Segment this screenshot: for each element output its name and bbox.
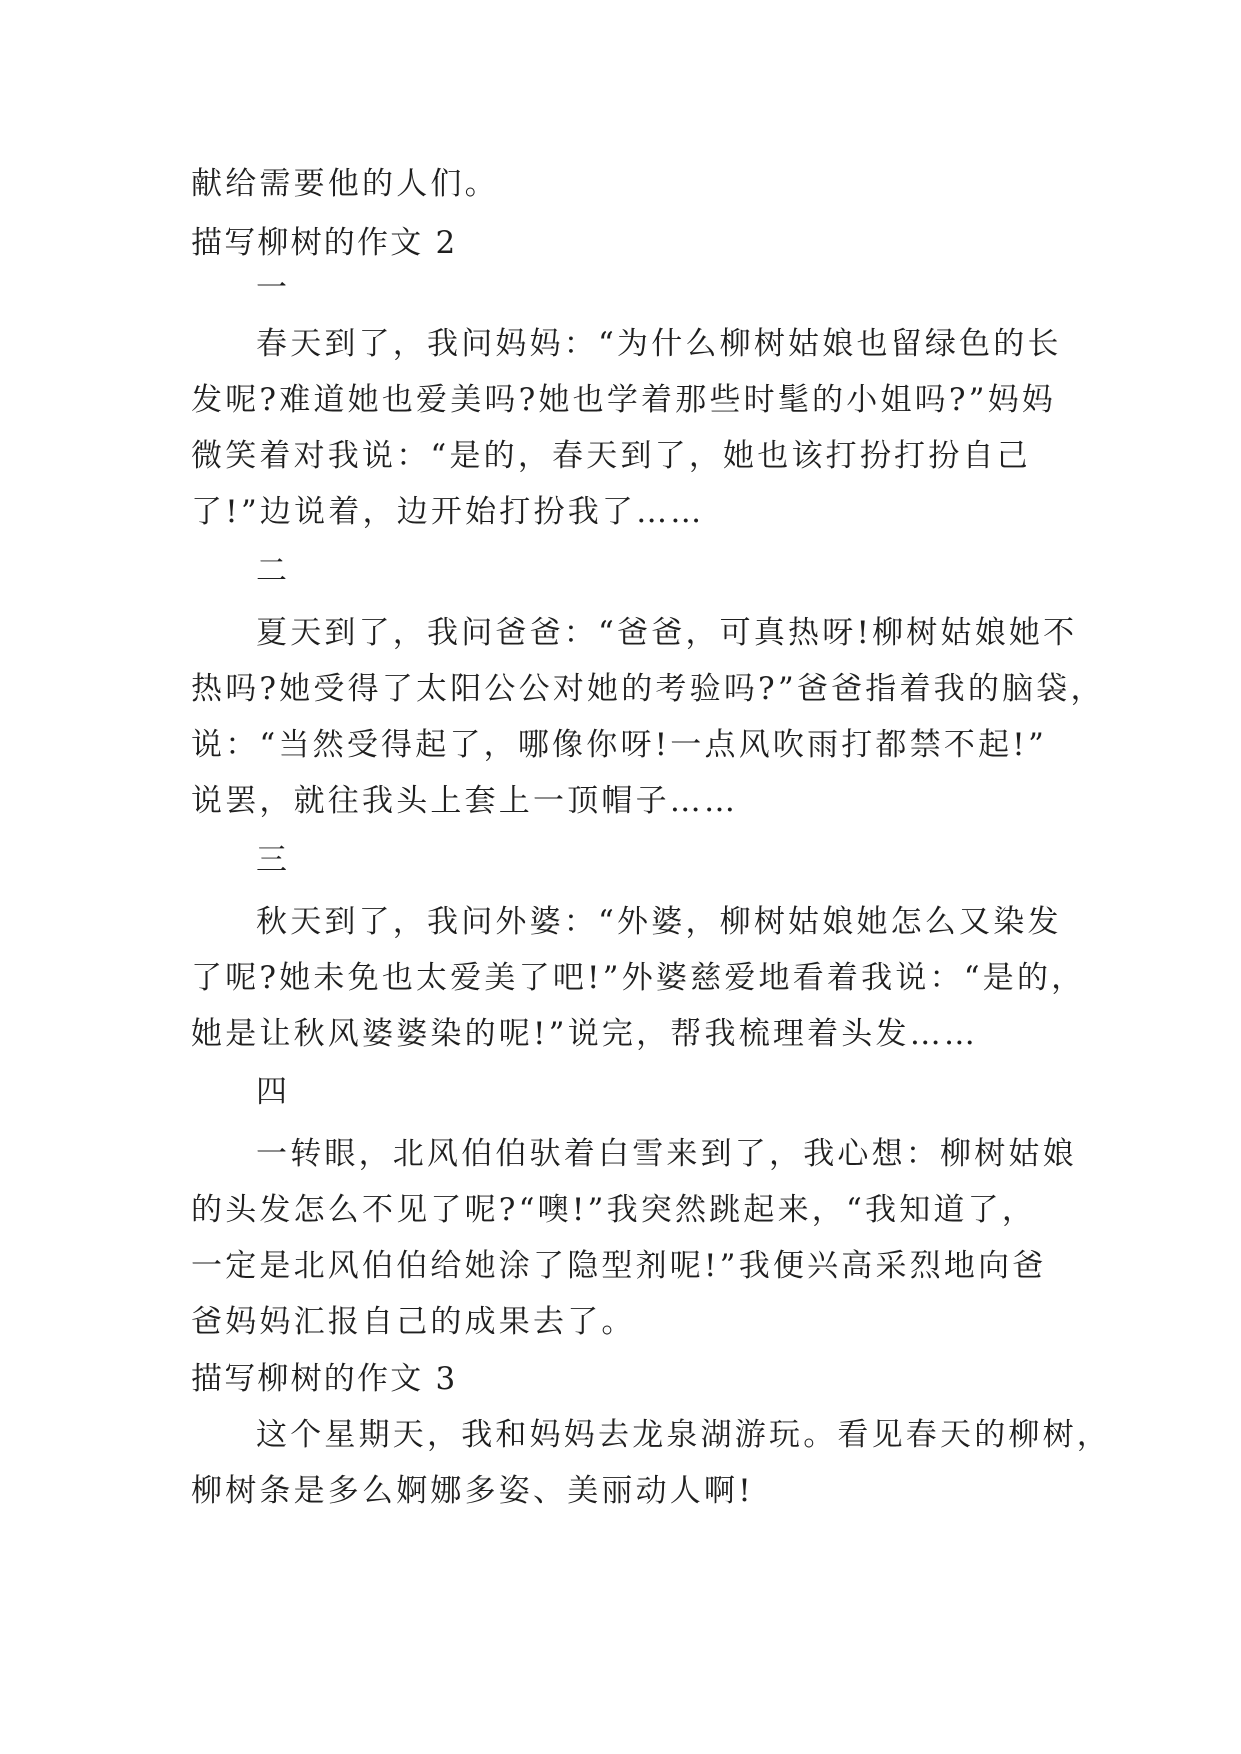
section-number: 二 <box>256 553 291 589</box>
section-heading: 描写柳树的作文 2 <box>191 225 458 261</box>
paragraph-line: 春天到了，我问妈妈：“为什么柳树姑娘也留绿色的长 <box>256 326 1062 362</box>
paragraph-line: 她是让秋风婆婆染的呢!”说完，帮我梳理着头发…… <box>191 1016 979 1052</box>
section-number: 三 <box>256 842 291 878</box>
paragraph-line: 柳树条是多么婀娜多姿、美丽动人啊! <box>191 1473 754 1509</box>
paragraph-line: 一定是北风伯伯给她涂了隐型剂呢!”我便兴高采烈地向爸 <box>191 1248 1047 1284</box>
paragraph-line: 说罢，就往我头上套上一顶帽子…… <box>191 783 739 819</box>
paragraph-line: 这个星期天，我和妈妈去龙泉湖游玩。看见春天的柳树， <box>256 1417 1111 1453</box>
paragraph-line: 秋天到了，我问外婆：“外婆，柳树姑娘她怎么又染发 <box>256 904 1062 940</box>
paragraph-line: 发呢?难道她也爱美吗?她也学着那些时髦的小姐吗?”妈妈 <box>191 382 1057 418</box>
paragraph-line: 献给需要他的人们。 <box>191 166 499 202</box>
paragraph-line: 一转眼，北风伯伯驮着白雪来到了，我心想：柳树姑娘 <box>256 1136 1077 1172</box>
section-number: 四 <box>256 1074 291 1110</box>
paragraph-line: 的头发怎么不见了呢?“噢!”我突然跳起来，“我知道了， <box>191 1192 1037 1228</box>
section-heading: 描写柳树的作文 3 <box>191 1361 458 1397</box>
paragraph-line: 了!”边说着，边开始打扮我了…… <box>191 494 705 530</box>
paragraph-line: 热吗?她受得了太阳公公对她的考验吗?”爸爸指着我的脑袋， <box>191 671 1105 707</box>
paragraph-line: 说：“当然受得起了，哪像你呀!一点风吹雨打都禁不起!” <box>191 727 1048 763</box>
section-number: 一 <box>256 270 291 306</box>
paragraph-line: 夏天到了，我问爸爸：“爸爸，可真热呀!柳树姑娘她不 <box>256 615 1078 651</box>
paragraph-line: 爸妈妈汇报自己的成果去了。 <box>191 1304 636 1340</box>
paragraph-line: 了呢?她未免也太爱美了吧!”外婆慈爱地看着我说：“是的， <box>191 960 1086 996</box>
paragraph-line: 微笑着对我说：“是的，春天到了，她也该打扮打扮自己 <box>191 438 1031 474</box>
